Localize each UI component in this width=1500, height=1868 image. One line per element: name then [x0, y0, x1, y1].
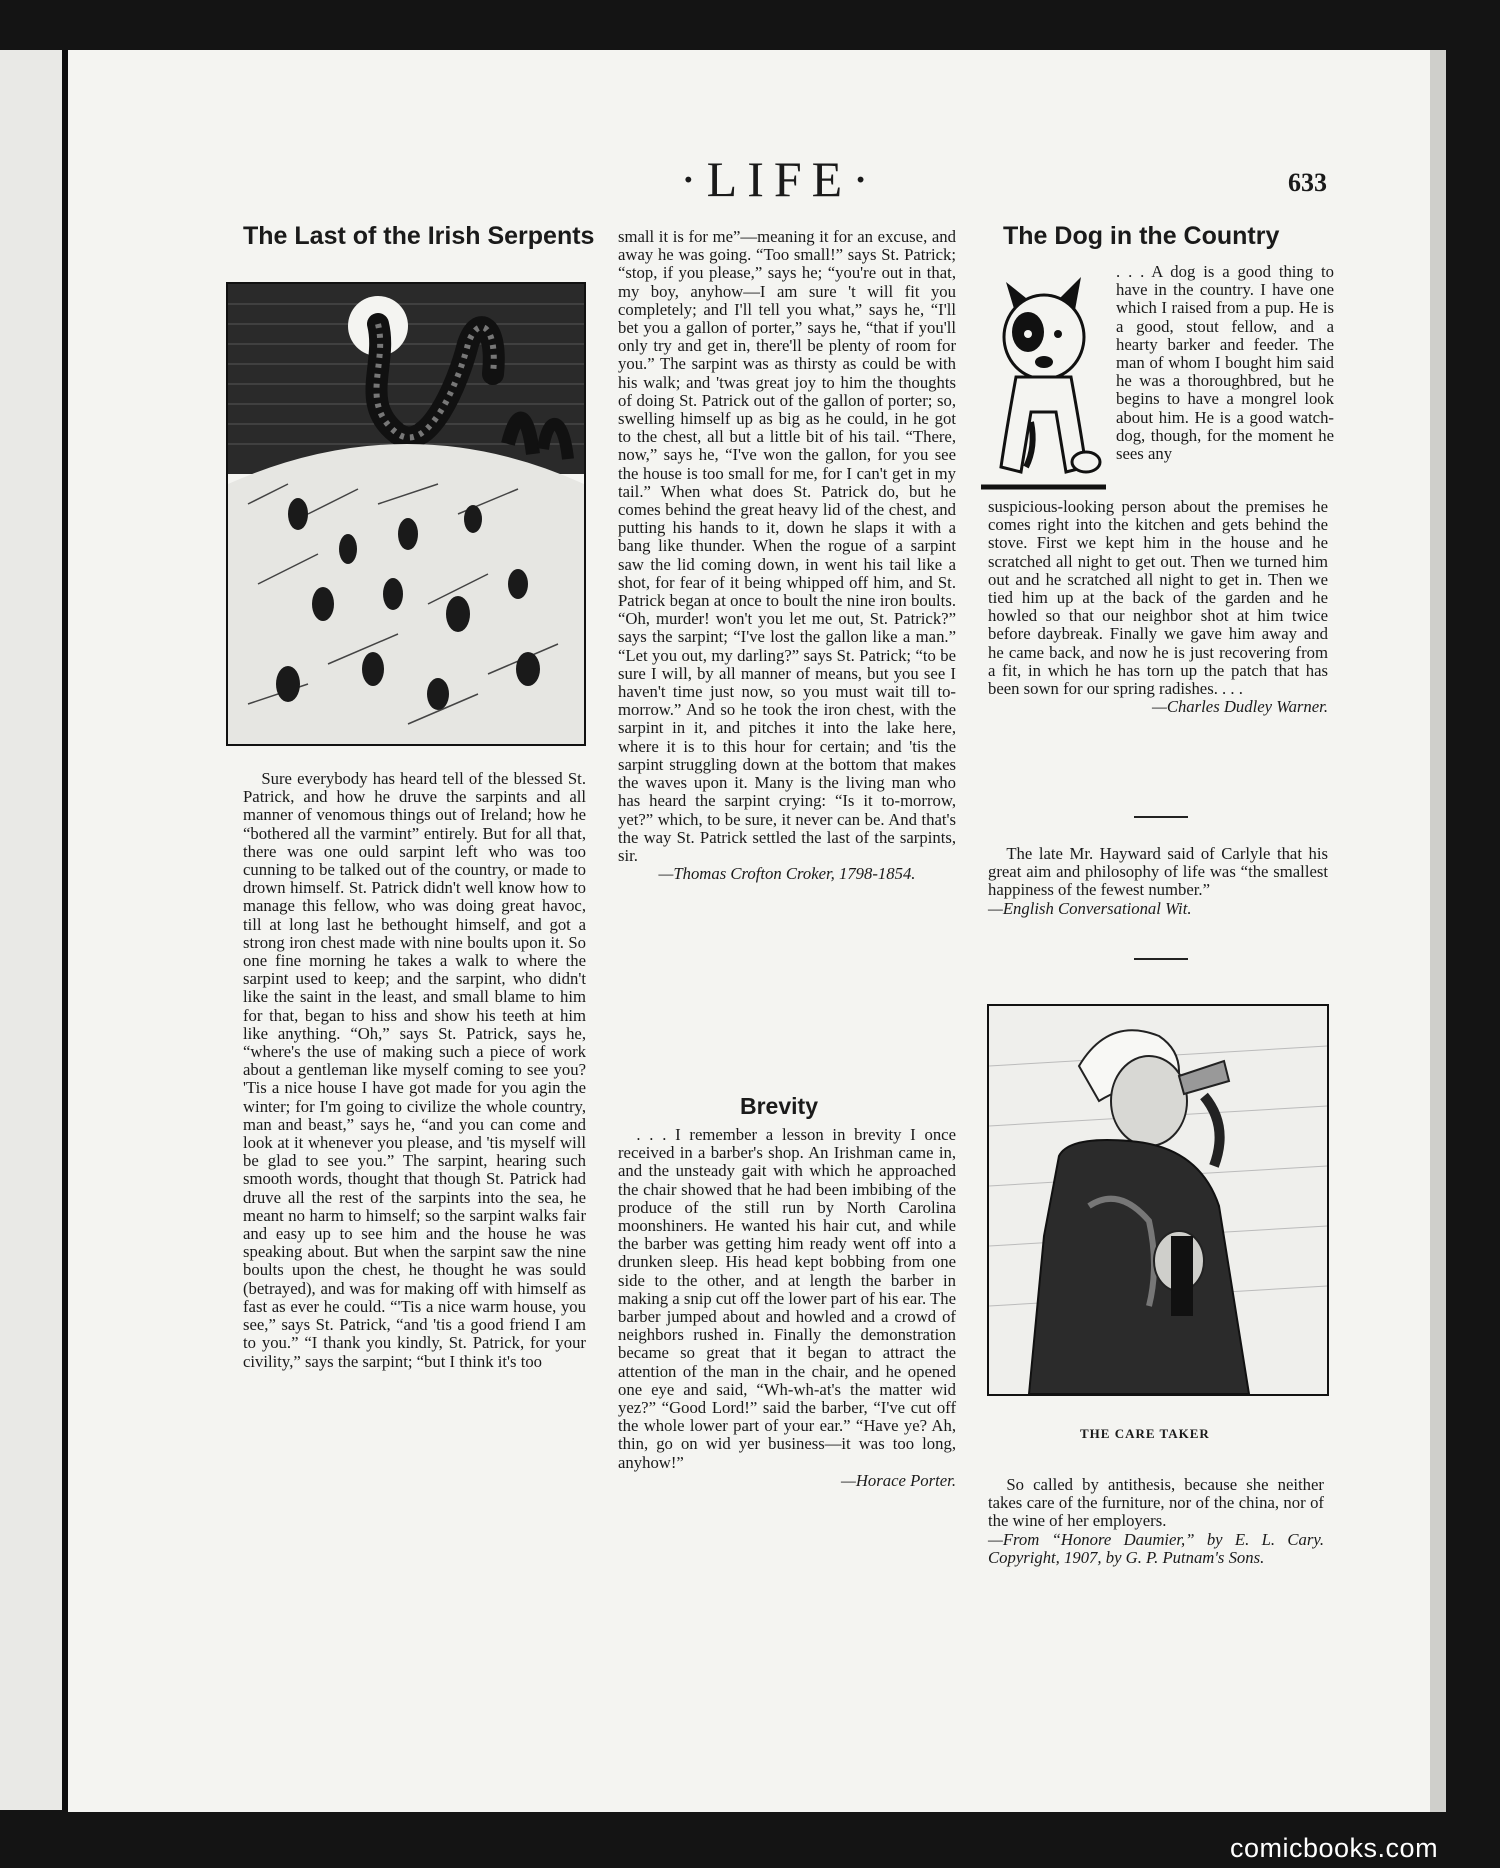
hayward-paragraph: The late Mr. Hayward said of Carlyle that his great aim and philosophy of life was “the smallest happiness of the fewest number.” — [988, 844, 1328, 900]
dog-article-title: The Dog in the Country — [1003, 222, 1280, 250]
divider — [1134, 958, 1188, 960]
serpent-article-body — [243, 770, 586, 1371]
serpent-attribution: —Thomas Crofton Croker, 1798-1854. — [658, 864, 916, 884]
brevity-attribution: —Horace Porter. — [841, 1470, 956, 1490]
hayward-quote — [988, 845, 1328, 918]
masthead: ·LIFE· — [680, 151, 879, 207]
dog-paragraph: suspicious-looking person about the premises he comes right into the kitchen and gets behind the stove. First we kept him in the house and he scratched all night to get out. Then we turned him out and he scratched all night to get in. Then we tied him up at the back of the garden and he howled so that our neighbor shot at him twice before daybreak. Finally we gave him away and he came back, and now he is just recovering from a fit, in which he has torn up the patch that has been sown for our spring radishes. . . . — [988, 497, 1328, 699]
dog-article-body — [988, 498, 1328, 716]
serpent-article-title: The Last of the Irish Serpents — [243, 222, 595, 250]
care-taker-paragraph: So called by antithesis, because she neither takes care of the furniture, nor of the china, nor of the wine of her employers. — [988, 1475, 1324, 1531]
dog-attribution: —Charles Dudley Warner. — [1152, 697, 1328, 717]
care-taker-text — [988, 1476, 1324, 1567]
brevity-title: Brevity — [740, 1093, 818, 1119]
serpent-illustration — [226, 282, 586, 746]
brevity-body — [618, 1126, 956, 1490]
care-taker-illustration — [987, 1004, 1329, 1396]
facing-page-edge — [0, 50, 62, 1810]
serpent-paragraph: Sure everybody has heard tell of the blessed St. Patrick, and how he druve the sarpints and all manner of venomous things out of Ireland; how he “bothered all the varmint” entirely. But for all that, there was one ould sarpint left who was too cunning to be talked out of the country, or made to drown himself. St. Patrick didn't well know how to manage this fellow, who was doing great havoc, till at long last he bethought himself, and got a strong iron chest made with nine boults upon it. So one fine morning he takes a walk to where the sarpint used to keep; and the sarpint, who didn't like the saint in the least, and small blame to him for that, began to hiss and show his teeth at him like anything. “Oh,” says St. Patrick, says he, “where's the use of making such a piece of work about a gentleman like myself coming to see you? 'Tis a nice house I have got made for you agin the winter; for I'm going to civilize the whole country, man and beast,” says he, “and you can come and look at it whenever you please, and 'tis myself will be glad to see you.” The sarpint, hearing such smooth words, thought that though St. Patrick had druve all the rest of the sarpints into the sea, he meant no harm to himself; so the sarpint walks fair and easy up to see him and the house he was speaking about. But when the sarpint saw the nine boults upon the chest, he thought he was sould (betrayed), and was for making off with himself as fast as ever he could. “'Tis a nice warm house, you see,” says St. Patrick, “and 'tis a good friend I am to you.” “I thank you kindly, St. Patrick, for your civility,” says the sarpint; “but I think it's too — [243, 769, 586, 1371]
divider — [1134, 816, 1188, 818]
hayward-attribution: —English Conversational Wit. — [988, 898, 1192, 918]
dog-article-intro: . . . A dog is a good thing to have in the country. I have one which I raised from a pup. He is a good, stout fellow, and a hearty barker and feeder. The man of whom I bought him said he was a thoroughbred, but he begins to have a mongrel look about him. He is a good watch-dog, though, for the moment he sees any — [1116, 262, 1334, 464]
dog-illustration — [976, 262, 1111, 498]
serpent-paragraph-cont: small it is for me”—meaning it for an excuse, and away he was going. “Too small!” says St. Patrick; “stop, if you please,” says he; “you're out in that, my boy, anyhow—I am sure 't will fit you completely; and I'll tell you what,” says he, “I'll bet you a gallon of porter,” says he, “that if you'll only try and get in, there'll be plenty of room for you.” The sarpint was as thirsty as could be with his walk; and 'twas great joy to him the thoughts of doing St. Patrick out of the gallon of porter; so, swelling himself up as big as he could, in he got to the chest, all but a little bit of his tail. “There, now,” says he, “I've won the gallon, for you see the house is too small for me, for I can't get in my tail.” When what does St. Patrick do, but he comes behind the great heavy lid of the chest, and putting his hands to it, down he slaps it with a bang like thunder. When the rogue of a sarpint saw the lid coming down, in went his tail like a shot, for fear of it being whipped off him, and St. Patrick began at once to boult the nine iron boults. “Oh, murder! won't you let me out, St. Patrick?” says the sarpint; “I've lost the gallon like a man.” “Let you out, my darling?” says St. Patrick; “to be sure I will, by all manner of means, but you see I haven't time just now, so you must wait till to-morrow.” And so he took the iron chest, with the sarpint in it, and pitches it into the lake here, where it is to this hour for certain; and 'tis the sarpint struggling down at the bottom that makes the waves upon it. Many is the living man who has heard the sarpint crying: “Is it to-morrow, yet?” which, to be sure, it never can be. And that's the way St. Patrick settled the last of the sarpints, sir. — [618, 227, 956, 865]
serpent-article-continuation — [618, 228, 956, 883]
care-taker-attribution: —From “Honore Daumier,” by E. L. Cary. Copyright, 1907, by G. P. Putnam's Sons. — [988, 1529, 1324, 1567]
page-number: 633 — [1288, 168, 1327, 197]
watermark: comicbooks.com — [1230, 1833, 1439, 1863]
page-edge-shadow — [1430, 50, 1446, 1812]
care-taker-caption: THE CARE TAKER — [1080, 1426, 1210, 1441]
brevity-paragraph: . . . I remember a lesson in brevity I once received in a barber's shop. An Irishman came in, and the unsteady gait with which he approached the chair showed that he had been imbibing of the produce of the still run by North Carolina moonshiners. He wanted his hair cut, and while the barber was getting him ready went off into a drunken sleep. His head kept bobbing from one side to the other, and at length the barber in making a snip cut off the lower part of his ear. The barber jumped about and howled and a crowd of neighbors rushed in. Finally the demonstration became so great that it began to attract the attention of the man in the chair, and he opened one eye and said, “Wh-wh-at's the matter wid yez?” “Good Lord!” said the barber, “I've cut off the whole lower part of your ear.” “Have ye? Ah, thin, go on wid yer business—it was too long, anyhow!” — [618, 1125, 956, 1472]
